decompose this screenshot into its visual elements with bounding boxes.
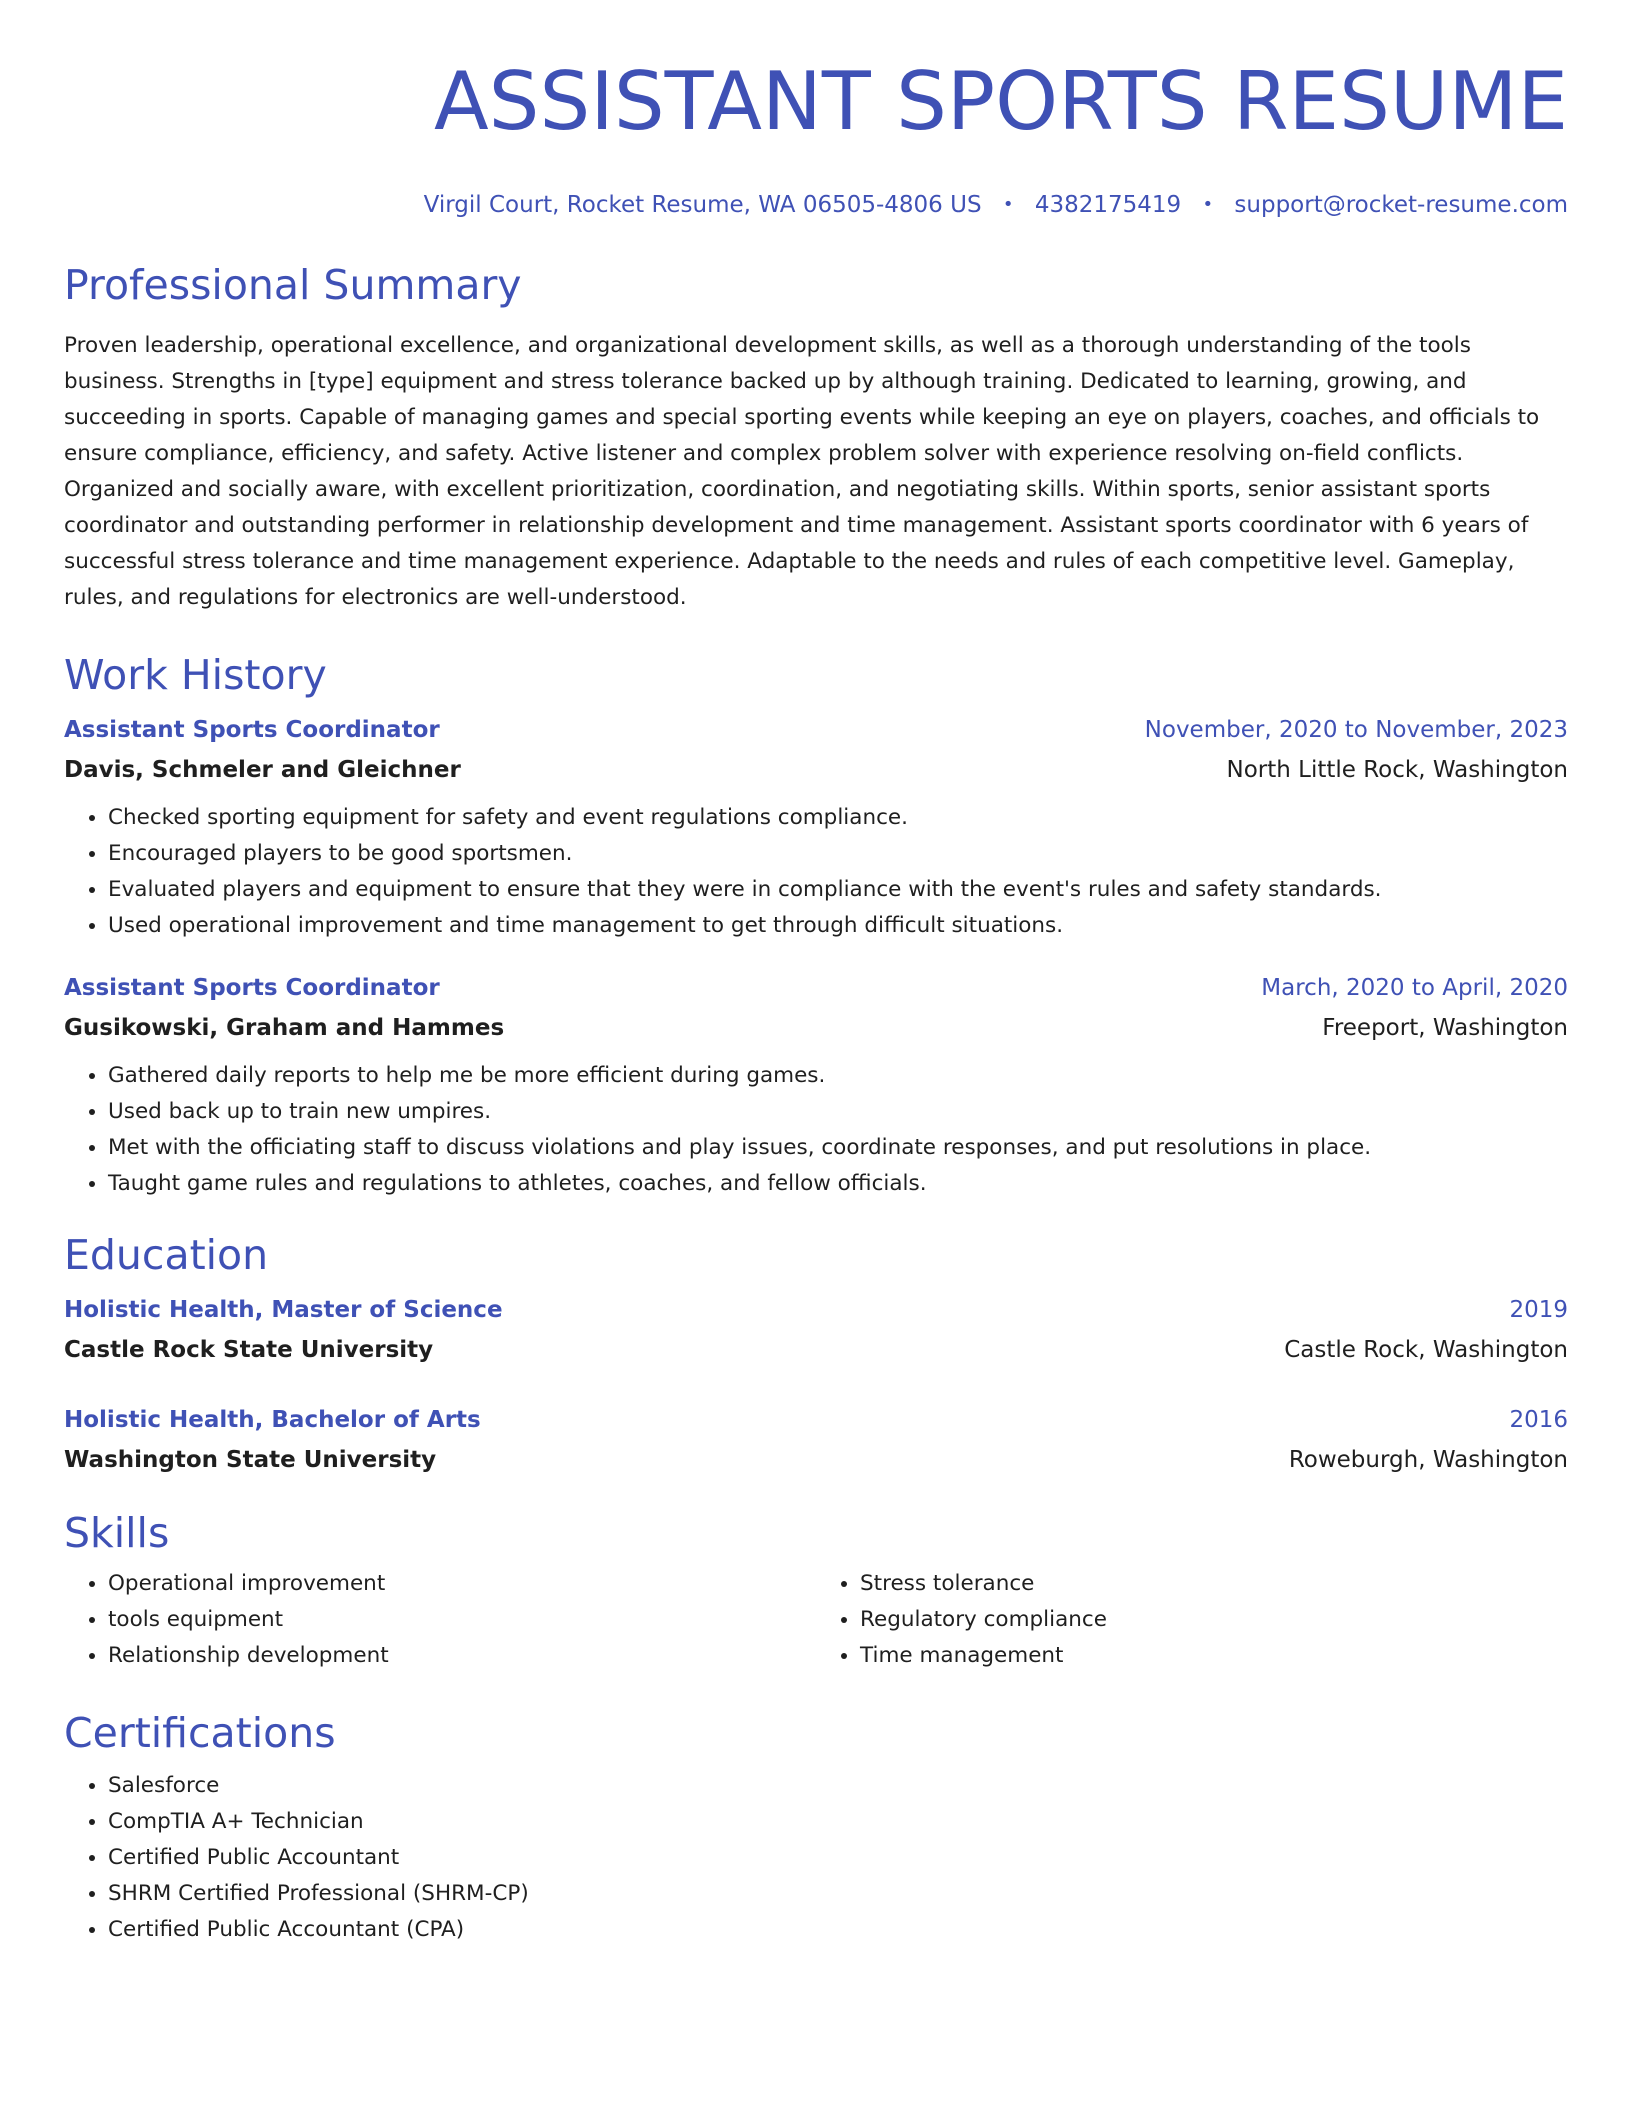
- education-year: 2019: [1509, 1297, 1568, 1323]
- summary-heading: Professional Summary: [64, 261, 522, 309]
- contact-separator: •: [1002, 194, 1014, 215]
- job-location: North Little Rock, Washington: [1226, 757, 1568, 783]
- education-degree: Holistic Health, Bachelor of Arts: [64, 1407, 481, 1433]
- certification-item: • Salesforce: [108, 1768, 1568, 1804]
- skill-item: • tools equipment: [108, 1602, 816, 1638]
- certification-item: • SHRM Certified Professional (SHRM-CP): [108, 1876, 1568, 1912]
- skills-grid: [64, 1566, 1568, 1674]
- job-company-row: [64, 750, 1568, 790]
- skills-heading: Skills: [64, 1509, 170, 1557]
- job-company: Gusikowski, Graham and Hammes: [64, 1015, 505, 1041]
- certification-item: • CompTIA A+ Technician: [108, 1804, 1568, 1840]
- skill-item: • Time management: [860, 1638, 1568, 1674]
- contact-phone[interactable]: 4382175419: [1034, 192, 1182, 218]
- job-company-row: [64, 1008, 1568, 1048]
- job-duty: • Used operational improvement and time management to get through difficult situations.: [108, 908, 1568, 944]
- job-dates: November, 2020 to November, 2023: [1144, 717, 1568, 743]
- education-school-row: [64, 1440, 1568, 1480]
- skill-item: • Stress tolerance: [860, 1566, 1568, 1602]
- job-duty: • Gathered daily reports to help me be more efficient during games.: [108, 1058, 1568, 1094]
- contact-separator: •: [1202, 194, 1214, 215]
- contact-email[interactable]: support@rocket-resume.com: [1234, 192, 1568, 218]
- skills-list-left: [64, 1566, 816, 1674]
- education-school: Washington State University: [64, 1447, 437, 1473]
- education-heading: Education: [64, 1231, 269, 1279]
- work-history-heading: Work History: [64, 651, 327, 699]
- job-entry: [64, 968, 1568, 1202]
- job-header-row: [64, 968, 1568, 1008]
- certifications-list: [64, 1768, 1568, 1948]
- job-duty: • Checked sporting equipment for safety and event regulations compliance.: [108, 800, 1568, 836]
- job-duty: • Used back up to train new umpires.: [108, 1094, 1568, 1130]
- job-duties-list: [64, 800, 1568, 944]
- education-location: Roweburgh, Washington: [1288, 1447, 1568, 1473]
- job-duties-list: [64, 1058, 1568, 1202]
- contact-line: [64, 190, 1568, 222]
- job-duty: • Encouraged players to be good sportsmen.: [108, 836, 1568, 872]
- summary-text: Proven leadership, operational excellence, and organizational development skills, as well as a thorough understanding of the tools business. Strengths in [type] equipment and stress tolerance backed up by although training. Dedicated to learning, growing, and succeeding in sports. Capable of managing games and special sporting events while keeping an eye on players, coaches, and officials to ensure compliance, efficiency, and safety. Active listener and complex problem solver with experience resolving on-field conflicts. Organized and socially aware, with excellent prioritization, coordination, and negotiating skills. Within sports, senior assistant sports coordinator and outstanding performer in relationship development and time management. Assistant sports coordinator with 6 years of successful stress tolerance and time management experience. Adaptable to the needs and rules of each competitive level. Gameplay, rules, and regulations for electronics are well-understood.: [64, 333, 1540, 610]
- skill-item: • Relationship development: [108, 1638, 816, 1674]
- certification-item: • Certified Public Accountant: [108, 1840, 1568, 1876]
- job-entry: [64, 710, 1568, 944]
- job-duty: • Taught game rules and regulations to athletes, coaches, and fellow officials.: [108, 1166, 1568, 1202]
- education-degree-row: [64, 1290, 1568, 1330]
- education-year: 2016: [1509, 1407, 1568, 1433]
- job-dates: March, 2020 to April, 2020: [1261, 975, 1568, 1001]
- job-header-row: [64, 710, 1568, 750]
- skill-item: • Regulatory compliance: [860, 1602, 1568, 1638]
- job-company: Davis, Schmeler and Gleichner: [64, 757, 461, 783]
- education-school: Castle Rock State University: [64, 1337, 434, 1363]
- education-entry: [64, 1400, 1568, 1480]
- job-position: Assistant Sports Coordinator: [64, 975, 440, 1001]
- skills-list-right: [816, 1566, 1568, 1674]
- certifications-heading: Certifications: [64, 1709, 336, 1757]
- job-location: Freeport, Washington: [1322, 1015, 1568, 1041]
- education-degree-row: [64, 1400, 1568, 1440]
- job-duty: • Met with the officiating staff to discuss violations and play issues, coordinate responses, and put resolutions in place.: [108, 1130, 1568, 1166]
- education-entry: [64, 1290, 1568, 1370]
- education-school-row: [64, 1330, 1568, 1370]
- contact-address: Virgil Court, Rocket Resume, WA 06505-4806 US: [423, 192, 982, 218]
- job-duty: • Evaluated players and equipment to ensure that they were in compliance with the event's rules and safety standards.: [108, 872, 1568, 908]
- certification-item: • Certified Public Accountant (CPA): [108, 1912, 1568, 1948]
- job-position: Assistant Sports Coordinator: [64, 717, 440, 743]
- education-degree: Holistic Health, Master of Science: [64, 1297, 503, 1323]
- skill-item: • Operational improvement: [108, 1566, 816, 1602]
- education-location: Castle Rock, Washington: [1284, 1337, 1568, 1363]
- resume-title: ASSISTANT SPORTS RESUME: [433, 55, 1568, 148]
